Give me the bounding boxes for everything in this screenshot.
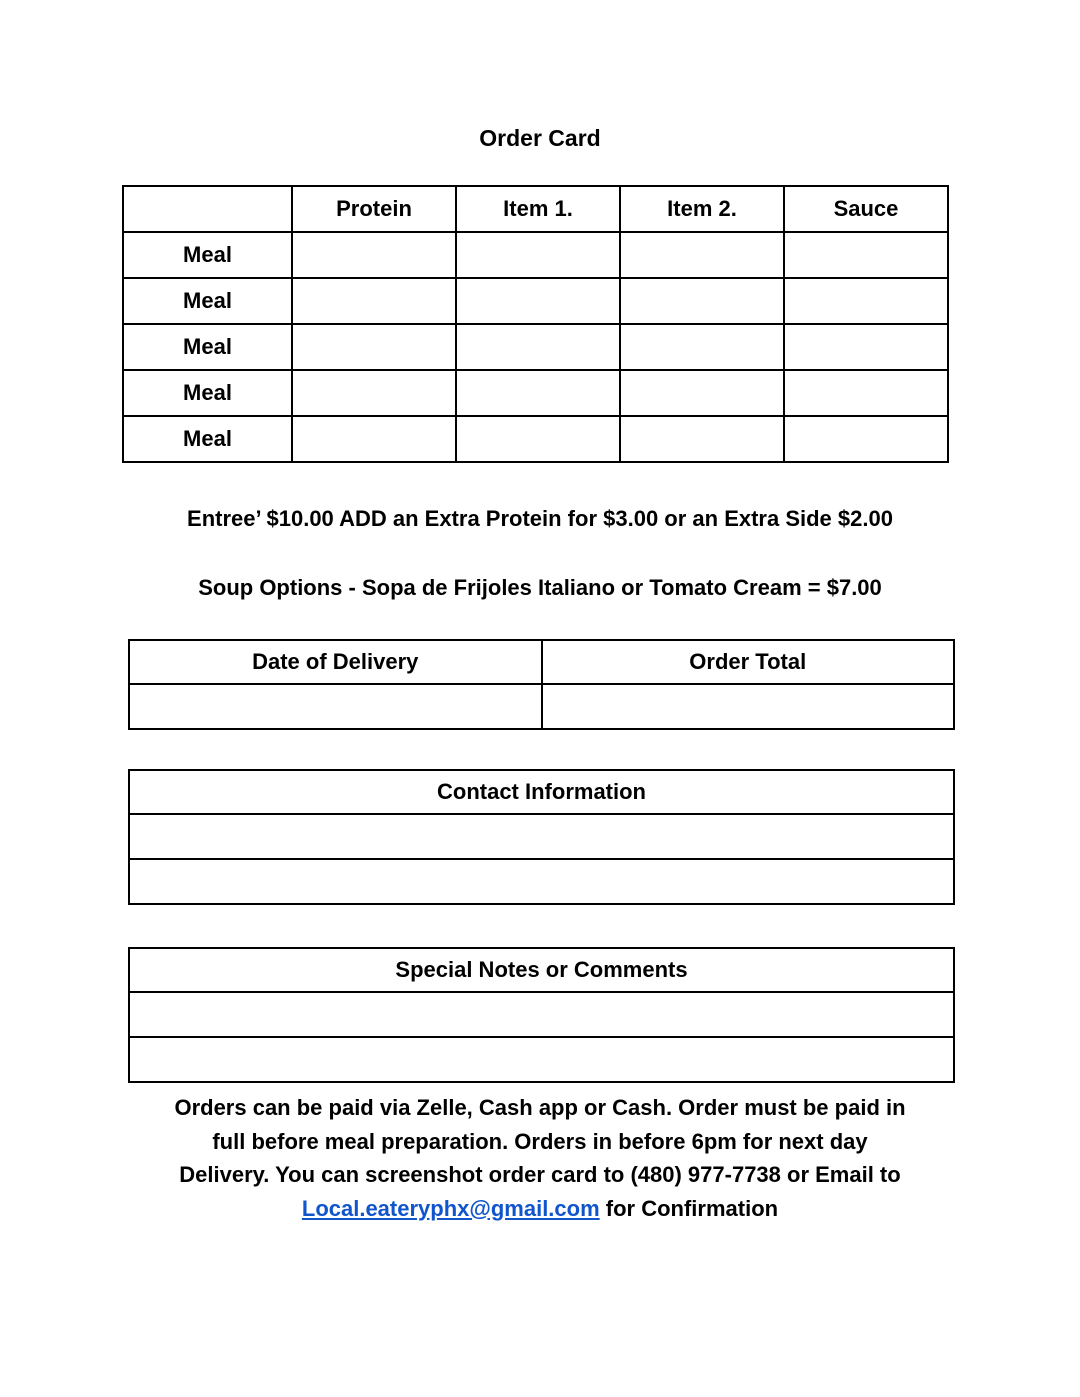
sauce-input-cell[interactable] — [784, 278, 948, 324]
item2-input-cell[interactable] — [620, 324, 784, 370]
notes-input-cell[interactable] — [129, 1037, 954, 1082]
payment-instructions-line — [0, 1192, 1080, 1226]
contact-input-cell[interactable] — [129, 814, 954, 859]
meal-row — [123, 416, 948, 462]
column-header-sauce: Sauce — [784, 186, 948, 232]
email-link[interactable]: Local.eateryphx@gmail.com — [301, 1195, 600, 1221]
meal-row-label: Meal — [123, 232, 292, 278]
soup-options-line: Soup Options - Sopa de Frijoles Italiano or Tomato Cream = $7.00 — [198, 575, 882, 600]
item2-input-cell[interactable] — [620, 278, 784, 324]
payment-instructions-line: Delivery. You can screenshot order card to (480) 977-7738 or Email to — [179, 1162, 901, 1187]
delivery-total-input-row — [129, 684, 954, 729]
contact-header-row — [129, 770, 954, 814]
contact-information-table — [128, 769, 955, 905]
meal-row — [123, 278, 948, 324]
contact-information-header: Contact Information — [129, 770, 954, 814]
meal-table-blank-header-cell — [123, 186, 292, 232]
meal-row — [123, 370, 948, 416]
sauce-input-cell[interactable] — [784, 232, 948, 278]
meal-row-label: Meal — [123, 370, 292, 416]
meal-order-table — [122, 185, 949, 463]
sauce-input-cell[interactable] — [784, 324, 948, 370]
notes-input-cell[interactable] — [129, 992, 954, 1037]
contact-input-cell[interactable] — [129, 859, 954, 904]
meal-row-label: Meal — [123, 324, 292, 370]
payment-instructions-line: Orders can be paid via Zelle, Cash app or Cash. Order must be paid in — [174, 1095, 906, 1120]
item1-input-cell[interactable] — [456, 416, 620, 462]
item1-input-cell[interactable] — [456, 278, 620, 324]
column-header-item2: Item 2. — [620, 186, 784, 232]
payment-instructions — [0, 1091, 1080, 1225]
delivery-total-header-row — [129, 640, 954, 684]
order-total-input-cell[interactable] — [542, 684, 955, 729]
payment-instructions-line: full before meal preparation. Orders in before 6pm for next day — [212, 1128, 868, 1154]
sauce-input-cell[interactable] — [784, 416, 948, 462]
protein-input-cell[interactable] — [292, 232, 456, 278]
column-header-item1: Item 1. — [456, 186, 620, 232]
date-of-delivery-header: Date of Delivery — [129, 640, 542, 684]
item1-input-cell[interactable] — [456, 324, 620, 370]
protein-input-cell[interactable] — [292, 416, 456, 462]
meal-table-header-row — [123, 186, 948, 232]
item2-input-cell[interactable] — [620, 232, 784, 278]
protein-input-cell[interactable] — [292, 370, 456, 416]
delivery-total-table — [128, 639, 955, 730]
item2-input-cell[interactable] — [620, 416, 784, 462]
order-total-header: Order Total — [542, 640, 955, 684]
notes-header-row — [129, 948, 954, 992]
meal-row — [123, 324, 948, 370]
notes-input-row — [129, 1037, 954, 1082]
entree-pricing-line: Entree’ $10.00 ADD an Extra Protein for $3.00 or an Extra Side $2.00 — [187, 506, 893, 531]
item1-input-cell[interactable] — [456, 370, 620, 416]
item1-input-cell[interactable] — [456, 232, 620, 278]
date-of-delivery-input-cell[interactable] — [129, 684, 542, 729]
item2-input-cell[interactable] — [620, 370, 784, 416]
protein-input-cell[interactable] — [292, 278, 456, 324]
contact-input-row — [129, 859, 954, 904]
confirmation-text: for Confirmation — [605, 1195, 779, 1221]
special-notes-table — [128, 947, 955, 1083]
meal-row — [123, 232, 948, 278]
column-header-protein: Protein — [292, 186, 456, 232]
page-title: Order Card — [479, 125, 601, 151]
contact-input-row — [129, 814, 954, 859]
special-notes-header: Special Notes or Comments — [129, 948, 954, 992]
meal-row-label: Meal — [123, 278, 292, 324]
notes-input-row — [129, 992, 954, 1037]
protein-input-cell[interactable] — [292, 324, 456, 370]
meal-row-label: Meal — [123, 416, 292, 462]
sauce-input-cell[interactable] — [784, 370, 948, 416]
